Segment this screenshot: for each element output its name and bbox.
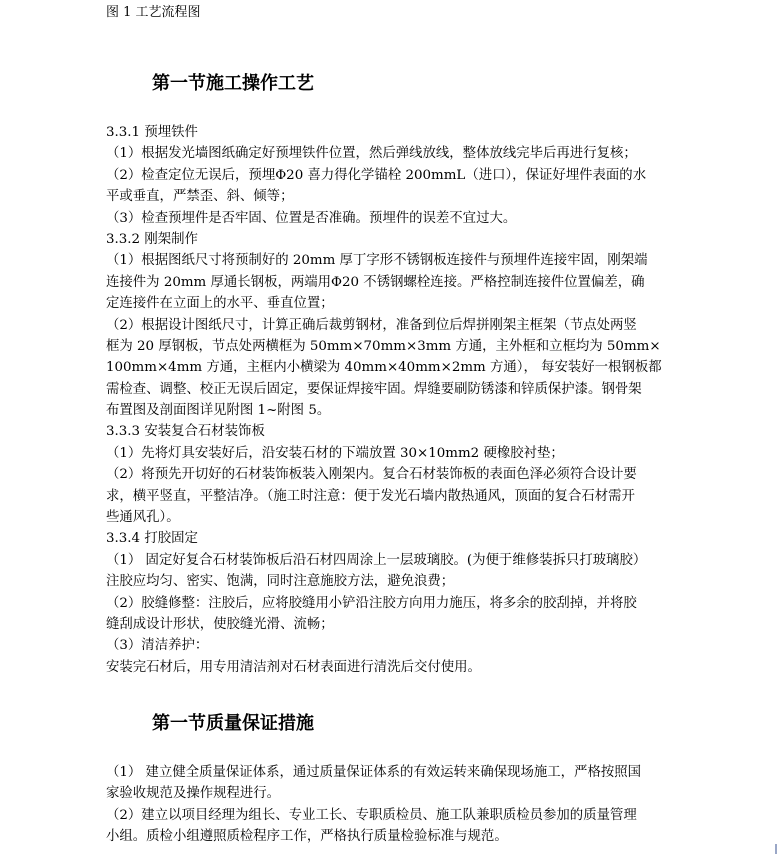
section-heading-construction-process: 第一节施工操作工艺: [152, 73, 314, 94]
text-line: （1）根据图纸尺寸将预制好的 20mm 厚丁字形不锈钢板连接件与预埋件连接牢固，刚架端: [106, 253, 648, 269]
text-line: 3.3.4 打胶固定: [106, 531, 198, 547]
page-edge-marker: [775, 844, 777, 854]
text-line: （1）根据发光墙图纸确定好预埋铁件位置，然后弹线放线，整体放线完毕后再进行复核；: [106, 146, 637, 162]
text-line: 注胶应均匀、密实、饱满，同时注意施胶方法，避免浪费；: [106, 574, 455, 590]
text-line: 安装完石材后，用专用清洁剂对石材表面进行清洗后交付使用。: [106, 659, 481, 675]
section-heading-quality-assurance: 第一节质量保证措施: [152, 713, 314, 734]
construction-process-body: [106, 122, 666, 678]
text-line: （2）将预先开切好的石材装饰板装入刚架内。复合石材装饰板的表面色泽必须符合设计要: [106, 467, 637, 483]
text-line: 3.3.2 刚架制作: [106, 231, 198, 247]
text-line: （2）建立以项目经理为组长、专业工长、专职质检员、施工队兼职质检员参加的质量管理: [106, 807, 637, 823]
text-line: 100mm×4mm 方通，主框内小横梁为 40mm×40mm×2mm 方通）， 每安装好一根钢板都: [106, 360, 662, 376]
text-line: （1） 建立健全质量保证体系，通过质量保证体系的有效运转来确保现场施工，严格按照国: [106, 765, 642, 780]
figure-caption: 图 1 工艺流程图: [106, 5, 201, 20]
text-line: 些通风孔）。: [106, 510, 180, 526]
text-line: 求，横平竖直，平整洁净。（施工时注意：便于发光石墙内散热通风，顶面的复合石材需开: [106, 488, 635, 504]
text-line: 小组。质检小组遵照质检程序工作，严格执行质量检验标准与规范。: [106, 829, 508, 845]
text-line: 连接件为 20mm 厚通长钢板，两端用Φ20 不锈钢螺栓连接。严格控制连接件位置偏差，确: [106, 274, 645, 290]
text-line: 3.3.1 预埋铁件: [106, 125, 198, 140]
text-line: （3）检查预埋件是否牢固、位置是否准确。预埋件的误差不宜过大。: [106, 210, 517, 226]
text-line: 定连接件在立面上的水平、垂直位置；: [106, 296, 334, 312]
text-line: （1） 固定好复合石材装饰板后沿石材四周涂上一层玻璃胶。(为便于维修装拆只打玻璃胶）: [106, 552, 647, 568]
text-line: 框为 20 厚钢板，节点处两横框为 50mm×70mm×3mm 方通，主外框和立框均为 50mm×: [106, 338, 661, 354]
text-line: 3.3.3 安装复合石材装饰板: [106, 424, 265, 440]
text-line: （2）检查定位无误后，预埋Φ20 喜力得化学锚栓 200mmL（进口），保证好埋件表面的水: [106, 167, 647, 183]
quality-assurance-body: [106, 762, 666, 848]
text-line: 缝刮成设计形状，使胶缝光滑、流畅；: [106, 616, 334, 632]
text-line: （2）根据设计图纸尺寸，计算正确后裁剪钢材，准备到位后焊拼刚架主框架（节点处两竖: [106, 317, 637, 333]
text-line: （2）胶缝修整：注胶后，应将胶缝用小铲沿注胶方向用力施压，将多余的胶刮掉，并将胶: [106, 595, 637, 611]
text-line: 布置图及剖面图详见附图 1~附图 5。: [106, 403, 331, 419]
text-line: 需检查、调整、校正无误后固定，要保证焊接牢固。焊缝要刷防锈漆和锌质保护漆。钢骨架: [106, 381, 642, 397]
text-line: （3）清洁养护：: [106, 638, 209, 654]
text-line: 家验收规范及操作规程进行。: [106, 786, 281, 802]
text-line: 平或垂直，严禁歪、斜、倾等；: [106, 189, 294, 205]
text-line: （1）先将灯具安装好后，沿安装石材的下端放置 30×10mm2 硬橡胶衬垫；: [106, 445, 564, 461]
